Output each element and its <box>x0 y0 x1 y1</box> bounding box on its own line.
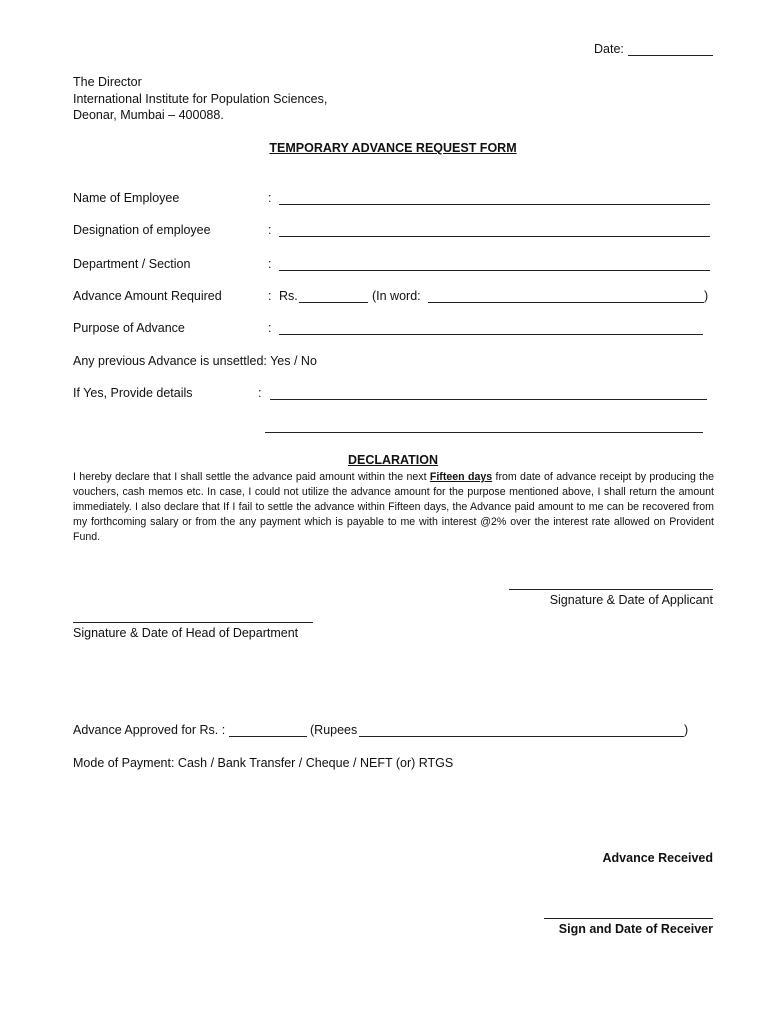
name-field[interactable] <box>279 204 710 205</box>
purpose-colon: : <box>268 321 272 335</box>
designation-field[interactable] <box>279 236 710 237</box>
receiver-signature-label: Sign and Date of Receiver <box>558 922 713 936</box>
applicant-signature-label: Signature & Date of Applicant <box>549 593 713 607</box>
date-label: Date: <box>594 42 624 56</box>
advance-received-label: Advance Received <box>602 851 713 865</box>
form-title: TEMPORARY ADVANCE REQUEST FORM <box>269 141 517 155</box>
department-colon: : <box>268 257 272 271</box>
amount-in-word-field[interactable] <box>428 302 704 303</box>
declaration-text-after: from date of advance receipt by producing the vouchers, cash memos etc. In case, I could not utilize the advance amount for the purpose mentioned above, I shall return the amount immediately. I also declare that If I fail to settle the advance within Fifteen days, the Advance paid amount to me can be recovered from my forthcoming salary or from the any payment which is payable to me with interest @2% over the interest rate allowed on Provident Fund. <box>73 471 714 543</box>
declaration-text-before: I hereby declare that I shall settle the advance paid amount within the next <box>73 471 430 483</box>
designation-colon: : <box>268 223 272 237</box>
declaration-heading: DECLARATION <box>347 453 439 467</box>
name-colon: : <box>268 191 272 205</box>
declaration-text <box>73 470 714 545</box>
designation-label: Designation of employee <box>73 223 211 237</box>
purpose-label: Purpose of Advance <box>73 321 185 335</box>
purpose-field[interactable] <box>279 334 703 335</box>
department-field[interactable] <box>279 270 710 271</box>
amount-figure-field[interactable] <box>299 302 368 303</box>
address-line-3: Deonar, Mumbai – 400088. <box>73 108 224 122</box>
address-line-1: The Director <box>73 75 142 89</box>
hod-signature-label: Signature & Date of Head of Department <box>73 626 299 640</box>
rupees-close-paren: ) <box>684 723 689 737</box>
applicant-signature-line[interactable] <box>509 589 713 590</box>
details-field-1[interactable] <box>270 399 707 400</box>
amount-close-paren: ) <box>704 289 709 303</box>
details-colon: : <box>258 386 262 400</box>
address-line-2: International Institute for Population Sciences, <box>73 92 328 106</box>
approved-amount-field[interactable] <box>229 736 307 737</box>
approved-label: Advance Approved for Rs. : <box>73 723 226 737</box>
details-field-2[interactable] <box>265 432 703 433</box>
rupees-in-word-field[interactable] <box>359 736 684 737</box>
receiver-signature-line[interactable] <box>544 918 713 919</box>
date-line[interactable] <box>628 55 713 56</box>
amount-in-word-label: (In word: <box>372 289 421 303</box>
department-label: Department / Section <box>73 257 191 271</box>
details-label: If Yes, Provide details <box>73 386 193 400</box>
hod-signature-line[interactable] <box>73 622 313 623</box>
amount-colon: : <box>268 289 272 303</box>
rupees-label: (Rupees <box>310 723 358 737</box>
amount-rs-label: Rs. <box>279 289 298 303</box>
mode-of-payment[interactable]: Mode of Payment: Cash / Bank Transfer / Cheque / NEFT (or) RTGS <box>73 756 454 770</box>
name-label: Name of Employee <box>73 191 180 205</box>
previous-advance-question[interactable]: Any previous Advance is unsettled: Yes / No <box>73 354 317 368</box>
amount-label: Advance Amount Required <box>73 289 222 303</box>
declaration-emphasis: Fifteen days <box>429 471 493 483</box>
